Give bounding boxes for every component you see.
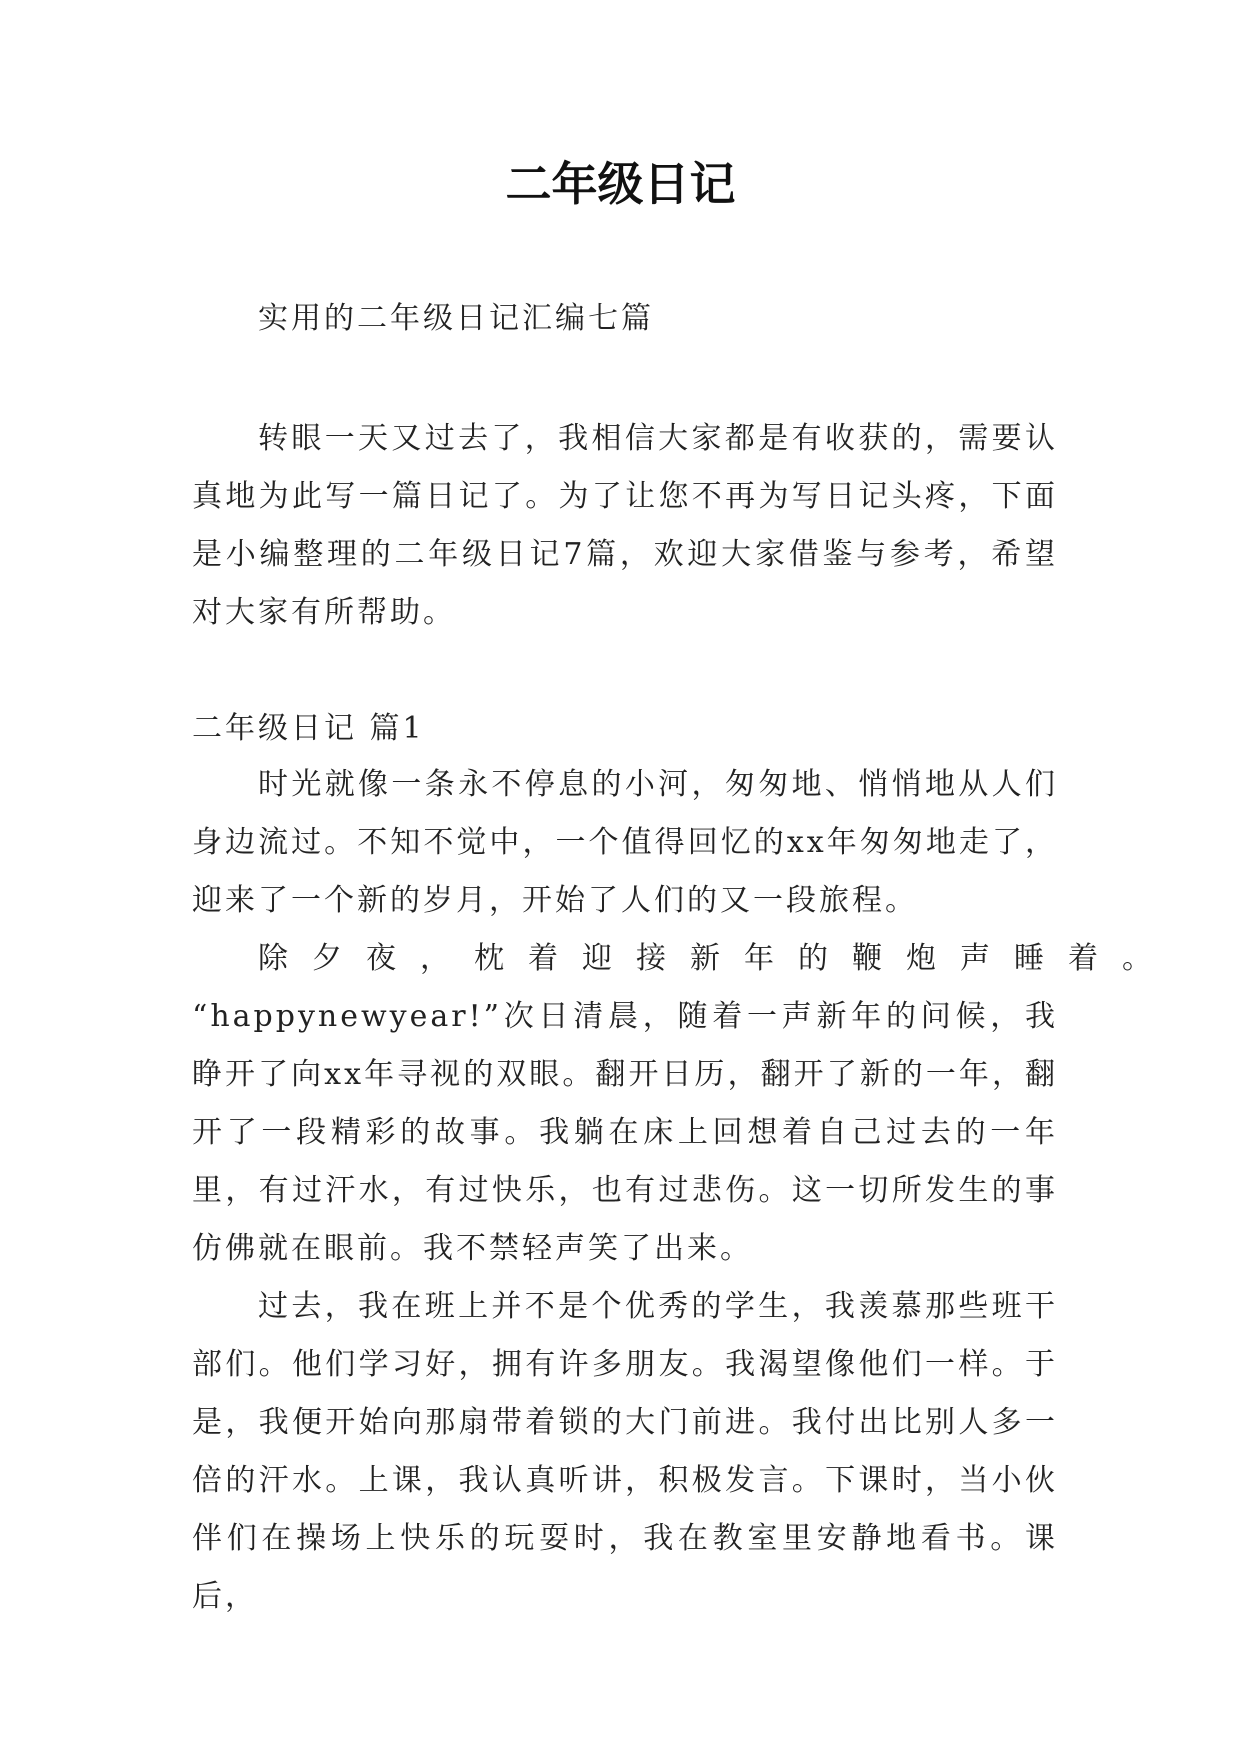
body-paragraph: 过去，我在班上并不是个优秀的学生，我羡慕那些班干部们。他们学习好，拥有许多朋友。我渴望像他们一样。于是，我便开始向那扇带着锁的大门前进。我付出比别人多一倍的汗水。上课，我认真听讲，积极发言。下课时，当小伙伴们在操场上快乐的玩耍时，我在教室里安静地看书。课后，: [192, 1289, 1058, 1614]
document-subtitle: 实用的二年级日记汇编七篇: [258, 301, 654, 336]
intro-paragraph: 转眼一天又过去了，我相信大家都是有收获的，需要认真地为此写一篇日记了。为了让您不再为写日记头疼，下面是小编整理的二年级日记7篇，欢迎大家借鉴与参考，希望对大家有所帮助。: [192, 421, 1058, 630]
body-paragraph: 时光就像一条永不停息的小河，匆匆地、悄悄地从人们身边流过。不知不觉中，一个值得回忆的xx年匆匆地走了，迎来了一个新的岁月，开始了人们的又一段旅程。: [192, 767, 1058, 918]
body-paragraph: “happynewyear!”次日清晨，随着一声新年的问候，我睁开了向xx年寻视的双眼。翻开日历，翻开了新的一年，翻开了一段精彩的故事。我躺在床上回想着自己过去的一年里，有过汗水，有过快乐，也有过悲伤。这一切所发生的事仿佛就在眼前。我不禁轻声笑了出来。: [192, 999, 1058, 1266]
section-heading: 二年级日记 篇1: [192, 711, 425, 746]
body-paragraph: 除夕夜，枕着迎接新年的鞭炮声睡着。: [258, 941, 1176, 976]
body-paragraph-group: [192, 930, 1176, 1278]
document-title: 二年级日记: [505, 157, 736, 211]
